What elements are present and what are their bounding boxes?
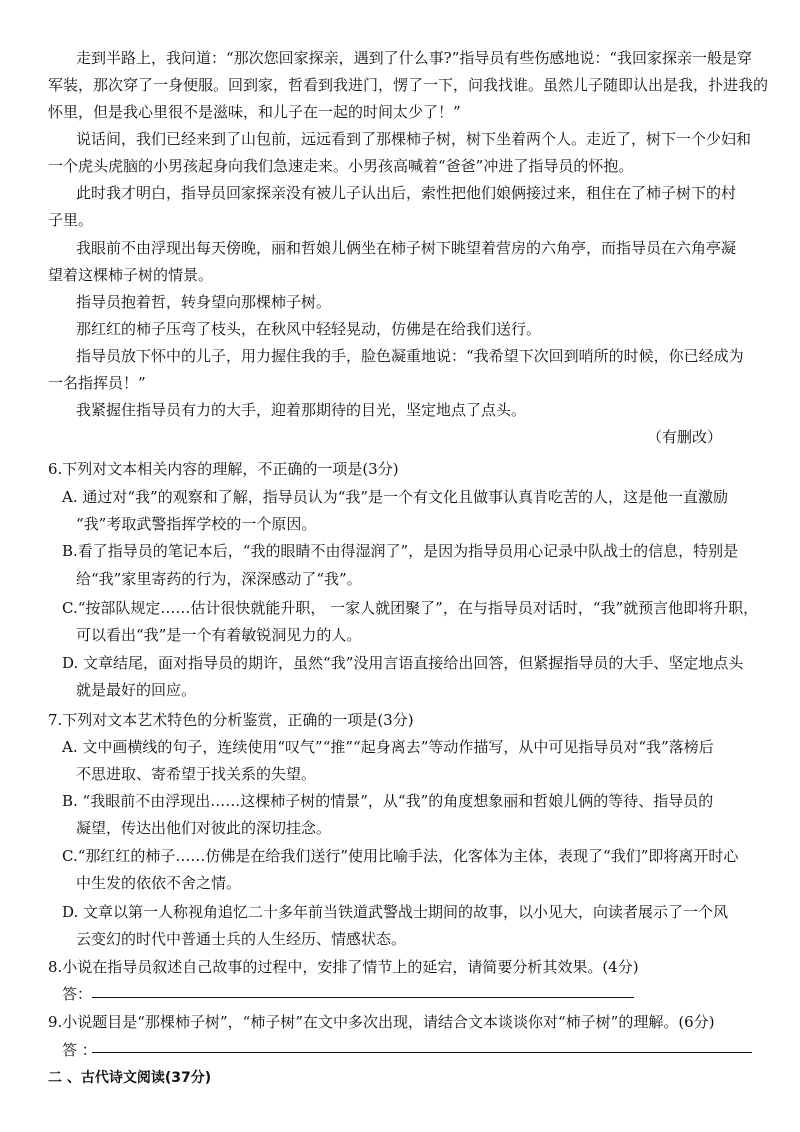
q7-option-b-cont: 凝望，传达出他们对彼此的深切挂念。 (76, 819, 332, 837)
passage-line-5: 一个虎头虎脑的小男孩起身向我们急速走来。小男孩高喊着“爸爸”冲进了指导员的怀抱。 (48, 157, 634, 175)
passage-line-10: 指导员抱着哲，转身望向那棵柿子树。 (76, 293, 332, 311)
q8-answer-label: 答： (62, 985, 93, 1003)
q9-answer-label: 答 ： (62, 1041, 97, 1059)
passage-line-2: 军装，那次穿了一身便服。回到家，哲看到我进门，愣了一下，问我找谁。虽然儿子随即认出是我，扑进我的 (48, 76, 769, 94)
passage-line-1: 走到半路上，我问道：“那次您回家探亲，遇到了什么事?”指导员有些伤感地说：“我回家探亲一般是穿 (76, 49, 753, 67)
question-6-stem: 6.下列对文本相关内容的理解，不正确的一项是(3分) (48, 460, 399, 478)
question-8-stem: 8.小说在指导员叙述自己故事的过程中，安排了情节上的延宕，请简要分析其效果。(4分) (48, 958, 639, 976)
passage-line-14: 我紧握住指导员有力的大手，迎着那期待的目光，坚定地点了点头。 (76, 401, 527, 419)
passage-line-7: 子里。 (48, 211, 94, 229)
edit-note: （有删改） (646, 428, 722, 446)
question-9-stem: 9.小说题目是“那棵柿子树”，“柿子树”在文中多次出现，请结合文本谈谈你对“柿子树”的理解。(6分) (48, 1013, 715, 1031)
q7-option-b: B. “我眼前不由浮现出……这棵柿子树的情景”，从“我”的角度想象丽和哲娘儿俩的等待、指导员的 (62, 792, 714, 810)
passage-line-12: 指导员放下怀中的儿子，用力握住我的手，脸色凝重地说：“我希望下次回到哨所的时候，你已经成为 (76, 347, 744, 365)
passage-line-8: 我眼前不由浮现出每天傍晚，丽和哲娘儿俩坐在柿子树下眺望着营房的六角亭，而指导员在六角亭凝 (76, 239, 737, 257)
passage-line-13: 一名指挥员！” (48, 374, 146, 392)
q7-option-c: C.“那红红的柿子……仿佛是在给我们送行”使用比喻手法，化客体为主体，表现了“我们”即将离开时心 (62, 847, 739, 865)
passage-line-6: 此时我才明白，指导员回家探亲没有被儿子认出后，索性把他们娘俩接过来，租住在了柿子树下的村 (76, 184, 737, 202)
q7-option-a: A. 文中画横线的句子，连续使用“叹气”“推”“起身离去”等动作描写，从中可见指导员对“我”落榜后 (62, 738, 714, 756)
q6-option-d-cont: 就是最好的回应。 (76, 681, 197, 699)
q6-option-c-cont: 可以看出“我”是一个有着敏锐洞见力的人。 (76, 626, 362, 644)
q6-option-a-cont: “我”考取武警指挥学校的一个原因。 (76, 515, 317, 533)
passage-line-3: 怀里，但是我心里很不是滋味，和儿子在一起的时间太少了！” (48, 103, 461, 121)
q7-option-a-cont: 不思进取、寄希望于找关系的失望。 (76, 765, 317, 783)
passage-line-11: 那红红的柿子压弯了枝头，在秋风中轻轻晃动，仿佛是在给我们送行。 (76, 320, 542, 338)
question-7-stem: 7.下列对文本艺术特色的分析鉴赏，正确的一项是(3分) (48, 711, 414, 729)
q6-option-a: A. 通过对“我”的观察和了解，指导员认为“我”是一个有文化且做事认真肯吃苦的人，这是他一直激励 (62, 488, 729, 506)
q7-option-c-cont: 中生发的依依不舍之情。 (76, 874, 242, 892)
q8-answer-line[interactable] (92, 997, 634, 998)
passage-line-9: 望着这棵柿子树的情景。 (48, 266, 214, 284)
q9-answer-line[interactable] (92, 1052, 752, 1053)
q6-option-b-cont: 给“我”家里寄药的行为，深深感动了“我”。 (76, 570, 362, 588)
q6-option-c: C.“按部队规定……估计很快就能升职， 一家人就团聚了”，在与指导员对话时，“我”就预言他即将升职， (62, 599, 759, 617)
passage-line-4: 说话间，我们已经来到了山包前，远远看到了那棵柿子树，树下坐着两个人。走近了，树下一个少妇和 (76, 130, 752, 148)
q7-option-d: D. 文章以第一人称视角追忆二十多年前当铁道武警战士期间的故事，以小见大，向读者展示了一个风 (62, 903, 729, 921)
q6-option-b: B.看了指导员的笔记本后，“我的眼睛不由得湿润了”，是因为指导员用心记录中队战士的信息，特别是 (62, 542, 739, 560)
q7-option-d-cont: 云变幻的时代中普通士兵的人生经历、情感状态。 (76, 930, 407, 948)
q6-option-d: D. 文章结尾，面对指导员的期许，虽然“我”没用言语直接给出回答，但紧握指导员的大手、坚定地点头 (62, 654, 744, 672)
section-heading: 二 、古代诗文阅读(37分) (48, 1070, 212, 1086)
